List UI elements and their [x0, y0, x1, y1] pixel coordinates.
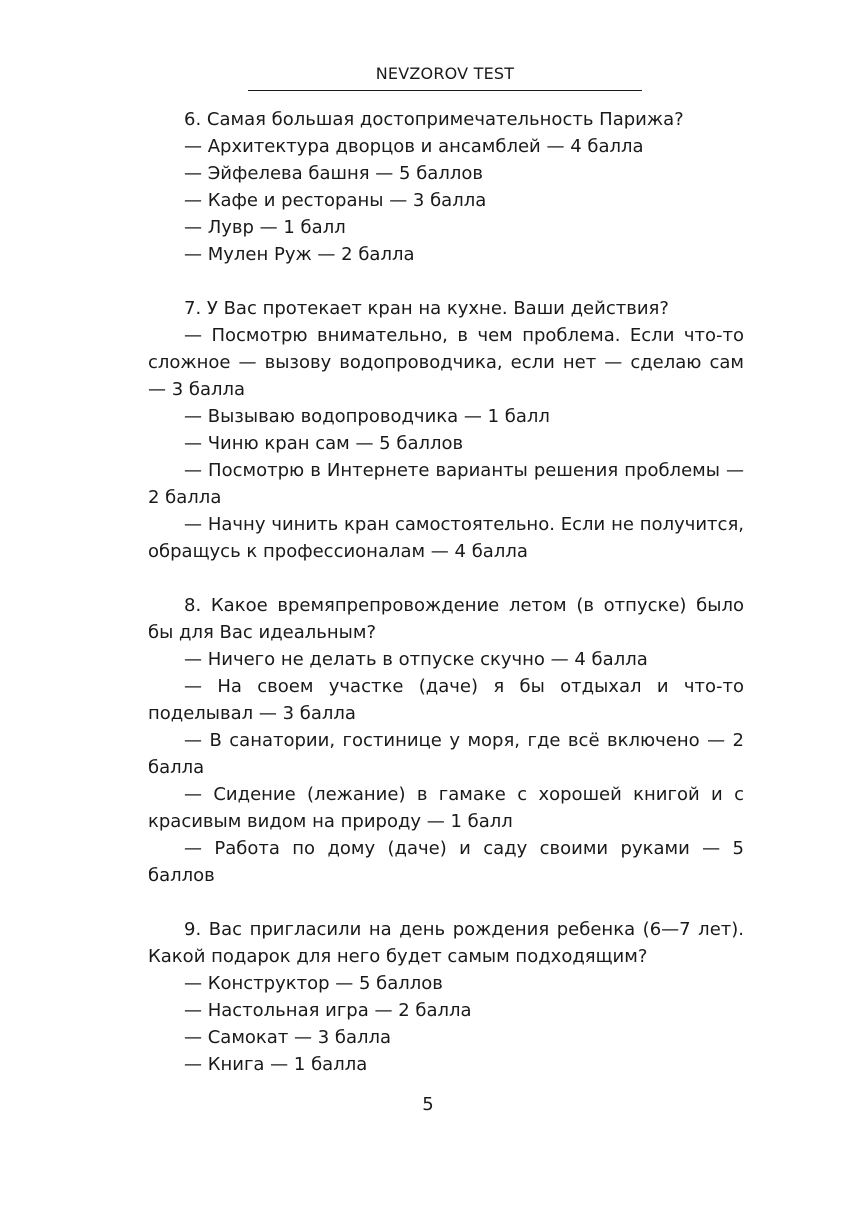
answer-option: — Посмотрю внимательно, в чем проблема. Если что-то сложное — вызову водопроводчика, если нет — сделаю сам — 3 балла	[148, 325, 744, 400]
answer-option: — Посмотрю в Интернете варианты решения проблемы — 2 балла	[148, 460, 744, 508]
question-title: 9. Вас пригласили на день рождения ребенка (6—7 лет). Какой подарок для него будет самым подходящим?	[148, 919, 744, 967]
question-title: 7. У Вас протекает кран на кухне. Ваши действия?	[184, 298, 669, 319]
answer-option: — Чиню кран сам — 5 баллов	[184, 433, 464, 454]
answer-option: — Эйфелева башня — 5 баллов	[184, 163, 483, 184]
question-title: 6. Самая большая достопримечательность Парижа?	[184, 109, 684, 130]
header-rule	[248, 90, 642, 91]
question-7	[148, 295, 744, 565]
answer-option: — Ничего не делать в отпуске скучно — 4 балла	[184, 649, 648, 670]
answer-option: — В санатории, гостинице у моря, где всё включено — 2 балла	[148, 730, 744, 778]
running-header: NEVZOROV TEST	[375, 64, 515, 83]
page-number: 5	[422, 1094, 434, 1115]
answer-option: — Кафе и рестораны — 3 балла	[184, 190, 487, 211]
answer-option: — Сидение (лежание) в гамаке с хорошей книгой и с красивым видом на природу — 1 балл	[148, 784, 744, 832]
answer-option: — Настольная игра — 2 балла	[184, 1000, 472, 1021]
answer-option: — Архитектура дворцов и ансамблей — 4 балла	[184, 136, 644, 157]
answer-option: — Работа по дому (даче) и саду своими руками — 5 баллов	[148, 838, 744, 886]
answer-option: — Лувр — 1 балл	[184, 217, 346, 238]
page-body	[148, 106, 744, 1105]
answer-option: — Мулен Руж — 2 балла	[184, 244, 415, 265]
answer-option: — Самокат — 3 балла	[184, 1027, 392, 1048]
answer-option: — Вызываю водопроводчика — 1 балл	[184, 406, 550, 427]
answer-option: — Книга — 1 балла	[184, 1054, 368, 1075]
answer-option: — На своем участке (даче) я бы отдыхал и что-то поделывал — 3 балла	[148, 676, 744, 724]
question-9	[148, 916, 744, 1078]
question-8	[148, 592, 744, 889]
question-6	[148, 106, 744, 268]
answer-option: — Конструктор — 5 баллов	[184, 973, 443, 994]
answer-option: — Начну чинить кран самостоятельно. Если не получится, обращусь к профессионалам — 4 балла	[148, 514, 744, 562]
question-title: 8. Какое времяпрепровождение летом (в отпуске) было бы для Вас идеальным?	[148, 595, 744, 643]
